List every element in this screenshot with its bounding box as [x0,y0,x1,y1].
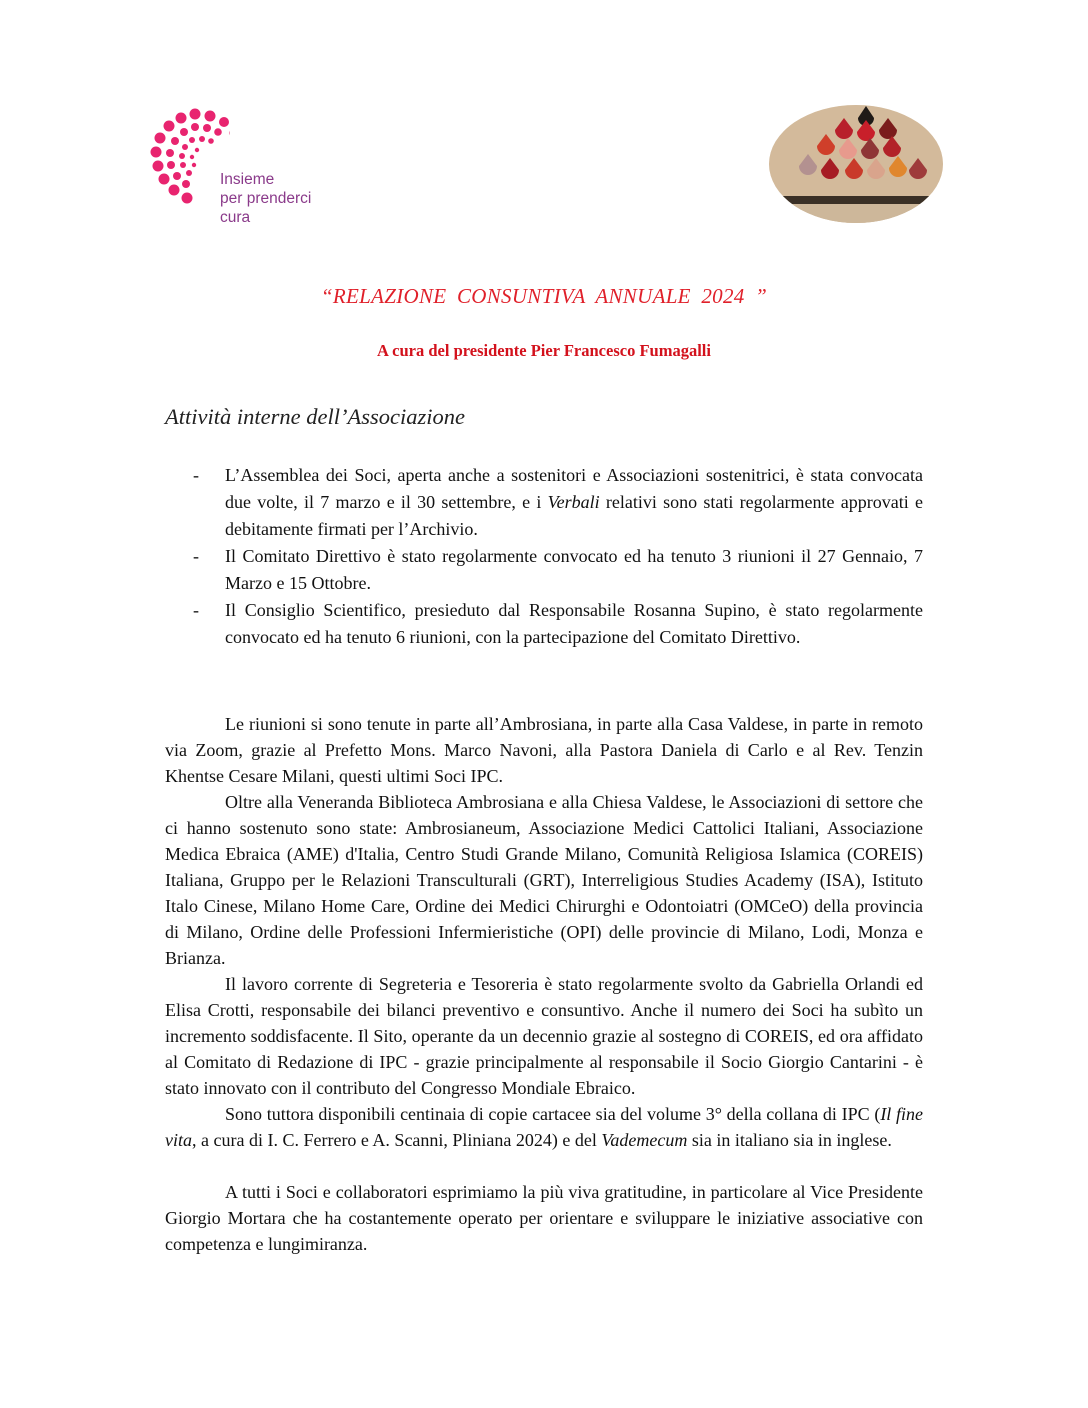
paragraph [165,1101,923,1153]
paragraph: Le riunioni si sono tenute in parte all’Ambrosiana, in parte alla Casa Valdese, in parte in remoto via Zoom, grazie al Prefetto Mons. Marco Navoni, alla Pastora Daniela di Carlo e al Rev. Tenzin Khentse Cesare Milani, questi ultimi Soci IPC. [165,714,923,786]
paragraph-text: , a cura di I. C. Ferrero e A. Scanni, Pliniana 2024) e del [192,1130,602,1150]
paragraph: A tutti i Soci e collaboratori esprimiamo la più viva gratitudine, in particolare al Vice Presidente Giorgio Mortara che ha costantemente operato per orientare e sviluppare le iniziative associative con competenza e lungimiranza. [165,1182,923,1254]
dotted-circle-logo-icon [150,108,230,218]
organization-logo [150,108,332,230]
document-subtitle: A cura del presidente Pier Francesco Fumagalli [377,341,711,360]
list-item [165,543,923,597]
list-item [165,462,923,543]
section-heading: Attività interne dell’Associazione [165,404,465,429]
body-text [165,711,923,1257]
list-item-italic: Verbali [547,492,600,512]
list-item-text: L’Assemblea dei Soci, aperta anche a sostenitori e Associazioni sostenitrici, è stata convocata due volte, il 7 marzo e il 30 settembre, e i [225,465,923,512]
logo-line: Insieme [220,171,275,188]
bullet-dash: - [193,546,199,566]
list-item-text: relativi sono stati regolarmente approvati e debitamente firmati per l’Archivio. [225,492,923,539]
activity-list [165,462,923,651]
logo-line: per prenderci [220,190,312,207]
bullet-dash: - [193,600,199,620]
book-title: Vademecum [601,1130,688,1150]
list-item [165,597,923,651]
logo-line: cura [220,209,251,226]
colored-drops-emblem-icon [768,104,944,224]
logo-text [220,170,311,227]
list-item-text: Il Consiglio Scientifico, presieduto dal Responsabile Rosanna Supino, è stato regolarmente convocato ed ha tenuto 6 riunioni, con la partecipazione del Comitato Direttivo. [225,600,923,647]
list-item-text: Il Comitato Direttivo è stato regolarmente convocato ed ha tenuto 3 riunioni il 27 Gennaio, 7 Marzo e 15 Ottobre. [225,546,923,593]
book-title: Il fine vita [165,1104,923,1150]
bullet-dash: - [193,465,199,485]
paragraph-text: Sono tuttora disponibili centinaia di copie cartacee sia del volume 3° della collana di IPC ( [225,1104,881,1124]
paragraph-text: sia in italiano sia in inglese. [687,1130,892,1150]
paragraph: Oltre alla Veneranda Biblioteca Ambrosiana e alla Chiesa Valdese, le Associazioni di settore che ci hanno sostenuto sono state: Ambrosianeum, Associazione Medici Cattolici Italiani, Associazione Medica Ebraica (AME) d'Italia, Centro Studi Grande Milano, Comunità Religiosa Islamica (COREIS) Italiana, Gruppo per le Relazioni Transculturali (GRT), Interreligious Studies Academy (ISA), Istituto Italo Cinese, Milano Home Care, Ordine dei Medici Chirurghi e Odontoiatri (OMCeO) della provincia di Milano, Ordine delle Professioni Infermieristiche (OPI) delle provincie di Milano, Lodi, Monza e Brianza. [165,792,923,968]
document-title: “RELAZIONE CONSUNTIVA ANNUALE 2024 ” [320,284,768,308]
paragraph: Il lavoro corrente di Segreteria e Tesoreria è stato regolarmente svolto da Gabriella Orlandi ed Elisa Crotti, responsabile dei bilanci preventivo e consuntivo. Anche il numero dei Soci ha subìto un incremento soddisfacente. Il Sito, operante da un decennio grazie al sostegno di COREIS, ed ora affidato al Comitato di Redazione di IPC - grazie principalmente al responsabile il Socio Giorgio Cantarini - è stato innovato con il contributo del Congresso Mondiale Ebraico. [165,974,923,1098]
